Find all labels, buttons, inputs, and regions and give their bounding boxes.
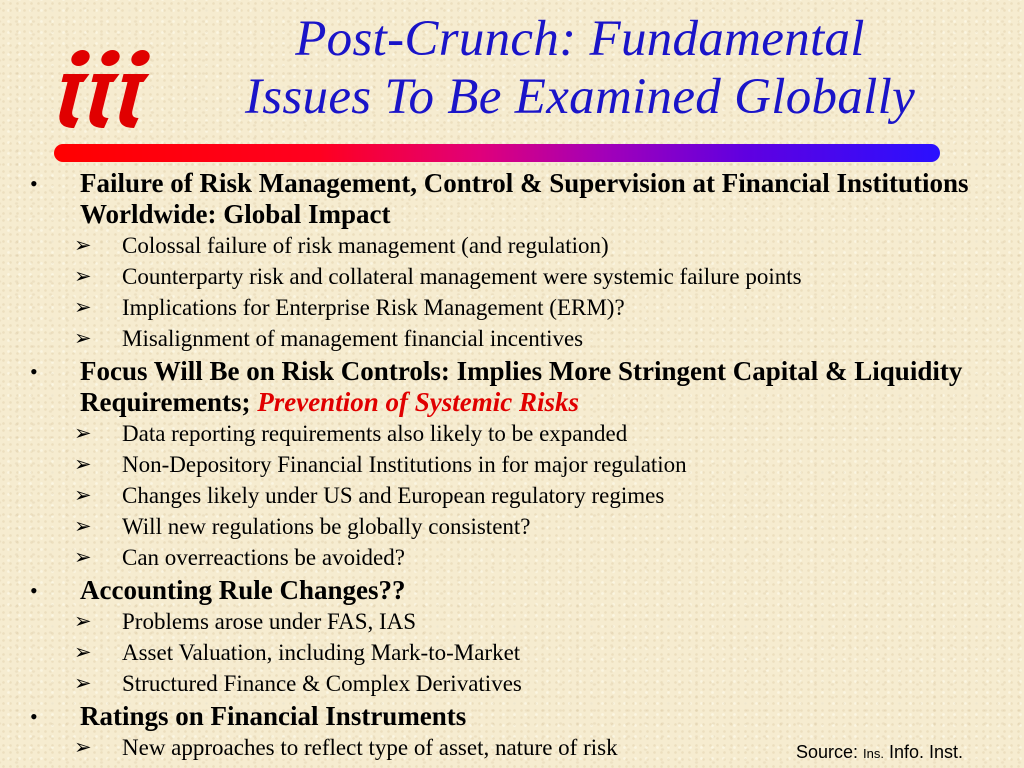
sub-bullet [0, 261, 1024, 292]
bullet-icon: • [30, 171, 38, 196]
sub-bullet [0, 637, 1024, 668]
arrow-bullet-icon: ➢ [74, 640, 92, 664]
arrow-bullet-icon: ➢ [74, 609, 92, 633]
bullet-icon: • [30, 578, 38, 603]
sub-bullet [0, 542, 1024, 573]
sub-bullet [0, 511, 1024, 542]
sub-bullet-text: Will new regulations be globally consistent? [122, 514, 531, 539]
heading-text: Failure of Risk Management, Control & Supervision at Financial Institutions Worldwide: Global Impact [80, 168, 969, 229]
sub-bullet [0, 292, 1024, 323]
arrow-bullet-icon: ➢ [74, 735, 92, 759]
sub-bullet [0, 323, 1024, 354]
arrow-bullet-icon: ➢ [74, 514, 92, 538]
bullet-heading [0, 356, 1024, 418]
arrow-bullet-icon: ➢ [74, 421, 92, 445]
sub-bullet-text: Colossal failure of risk management (and regulation) [122, 233, 609, 258]
heading-emphasis: Prevention of Systemic Risks [257, 387, 579, 417]
source-abbrev: Ins. [863, 746, 885, 761]
sub-bullet [0, 230, 1024, 261]
arrow-bullet-icon: ➢ [74, 264, 92, 288]
arrow-bullet-icon: ➢ [74, 483, 92, 507]
sub-bullet-text: Non-Depository Financial Institutions in for major regulation [122, 452, 687, 477]
arrow-bullet-icon: ➢ [74, 326, 92, 350]
sub-bullet-text: Implications for Enterprise Risk Management (ERM)? [122, 295, 625, 320]
sub-bullet [0, 606, 1024, 637]
heading-text: Ratings on Financial Instruments [80, 701, 467, 731]
sub-bullet-text: Asset Valuation, including Mark-to-Market [122, 640, 521, 665]
arrow-bullet-icon: ➢ [74, 233, 92, 257]
bullet-heading [0, 575, 1024, 606]
slide-title-line-2: Issues To Be Examined Globally [244, 69, 916, 125]
source-label: Source: [796, 742, 864, 762]
heading-text: Focus Will Be on Risk Controls: Implies More Stringent Capital & Liquidity Requirements; [80, 356, 963, 417]
bullet-icon: • [30, 704, 38, 729]
sub-bullet [0, 449, 1024, 480]
arrow-bullet-icon: ➢ [74, 545, 92, 569]
arrow-bullet-icon: ➢ [74, 295, 92, 319]
sub-bullet-text: Misalignment of management financial incentives [122, 326, 584, 351]
sub-bullet-text: Problems arose under FAS, IAS [122, 609, 417, 634]
title-divider-bar [54, 144, 940, 162]
bullet-icon: • [30, 359, 38, 384]
sub-bullet [0, 418, 1024, 449]
source-rest: Info. Inst. [884, 742, 964, 762]
arrow-bullet-icon: ➢ [74, 671, 92, 695]
sub-bullet-text: Structured Finance & Complex Derivatives [122, 671, 522, 696]
sub-bullet-text: Changes likely under US and European regulatory regimes [122, 483, 665, 508]
source-credit [796, 742, 963, 763]
sub-bullet-text: Counterparty risk and collateral management were systemic failure points [122, 264, 802, 289]
sub-bullet-text: New approaches to reflect type of asset, nature of risk [122, 735, 618, 760]
sub-bullet-text: Data reporting requirements also likely to be expanded [122, 421, 628, 446]
iii-logo-icon [52, 48, 154, 134]
sub-bullet [0, 480, 1024, 511]
bullet-heading [0, 701, 1024, 732]
slide-title-line-1: Post-Crunch: Fundamental [295, 11, 865, 67]
slide-body [0, 166, 1024, 763]
slide-title [150, 10, 1010, 126]
sub-bullet [0, 668, 1024, 699]
heading-text: Accounting Rule Changes?? [80, 575, 406, 605]
sub-bullet-text: Can overreactions be avoided? [122, 545, 405, 570]
bullet-heading [0, 168, 1024, 230]
arrow-bullet-icon: ➢ [74, 452, 92, 476]
